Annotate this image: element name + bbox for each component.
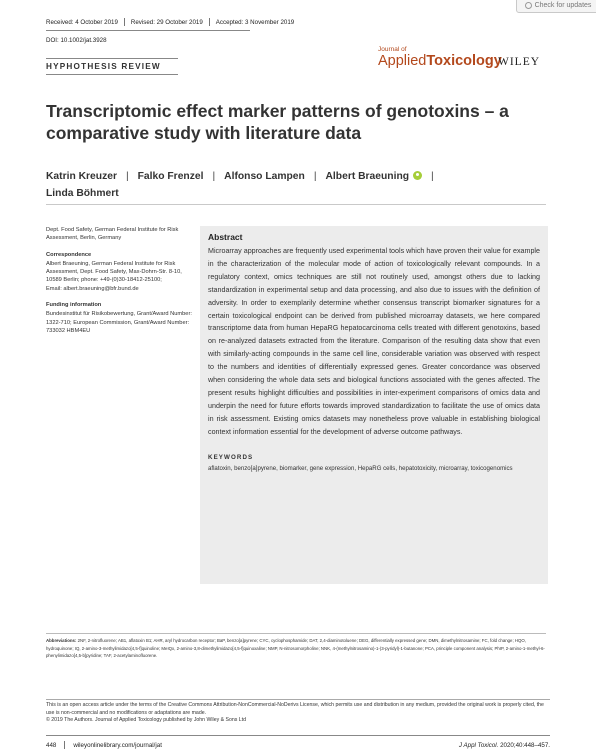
- correspondence-heading: Correspondence: [46, 251, 92, 258]
- license-text: This is an open access article under the terms of the Creative Commons Attribution-NonCommercial-NoDerivs License, which permits use and distribution in any medium, provided the original work is properly cited, the use is non-commercial and no modifications or adaptations are made.: [46, 702, 544, 716]
- footer-separator: [64, 741, 65, 749]
- article-title: Transcriptomic effect marker patterns of genotoxins – a comparative study with literature data: [46, 101, 509, 143]
- page-number: 448: [46, 741, 57, 749]
- abstract-heading: Abstract: [208, 232, 243, 242]
- author-separator: |: [125, 171, 129, 182]
- keywords-heading: KEYWORDS: [208, 453, 254, 461]
- author-name[interactable]: Falko Frenzel: [137, 171, 204, 182]
- received-date: Received: 4 October 2019: [46, 18, 118, 26]
- date-separator: [124, 18, 125, 26]
- author-name[interactable]: Linda Böhmert: [46, 188, 119, 199]
- page-footer: [46, 741, 550, 749]
- abbreviations-label: Abbreviations:: [46, 638, 77, 643]
- header-rule: [46, 30, 250, 31]
- journal-logo-name: [378, 53, 502, 69]
- section-label: HYPHOTHESIS REVIEW: [46, 62, 161, 71]
- journal-citation: [459, 742, 550, 749]
- author-name[interactable]: Katrin Kreuzer: [46, 171, 117, 182]
- section-rule-bottom: [46, 74, 178, 75]
- journal-abbrev: J Appl Toxicol.: [458, 741, 499, 749]
- abstract-box: [200, 226, 548, 584]
- funding-text: Bundesinstitut für Risikobewertung, Grant/Award Number: 1322-710; European Commission, Grant/Award Number: 733032 HBM4EU: [46, 311, 192, 334]
- author-rule: [46, 204, 546, 205]
- copyright-text: © 2019 The Authors. Journal of Applied Toxicology published by John Wiley & Sons Ltd: [46, 717, 247, 723]
- journal-url[interactable]: wileyonlinelibrary.com/journal/jat: [73, 741, 162, 749]
- author-separator: |: [212, 171, 216, 182]
- correspondence-text: Albert Braeuning, German Federal Institute for Risk Assessment, Dept. Food Safety, Max-Dohrn-Str. 8-10, 10589 Berlin; phone: +49-(0)30-18412-25100;: [46, 260, 182, 284]
- date-separator: [209, 18, 210, 26]
- abstract-text: Microarray approaches are frequently used experimental tools which have proven their value for example in the characterization of the molecular mode of action of toxicologically relevant compounds. In a regulatory context, omics techniques are still not routinely used, amongst others due to lacking standardization in experimental setup and data processing, and also due to issues with the definition of adversity. In order to exemplarily determine whether consensus transcript biomarker signatures for a certain toxicological endpoint can be derived from published microarray datasets, we here compared transcriptome data from human HepaRG hepatocarcinoma cells treated with different genotoxins, based on re-analyzed datasets extracted from the literature. Comparison of the resulting data show that even with similarly-acting compounds in the same cell line, considerable variation was observed with respect to the numbers and identities of differentially expressed genes. Greater concordance was observed when considering the whole data sets and biological functions associated with the genes affected. The present results highlight difficulties and possibilities in inter-experiment comparisons of omics data and underpin the need for future efforts towards improved standardization to facilitate the use of omics data in risk assessment. Existing omics datasets may nonetheless prove valuable in establishing biological context information essential for the development of adverse outcome pathways.: [208, 247, 540, 436]
- journal-logo-applied: Applied: [378, 53, 427, 69]
- orcid-icon[interactable]: [413, 171, 422, 180]
- citation-volume: 2020;40:448–457.: [500, 741, 550, 749]
- revised-date: Revised: 29 October 2019: [130, 18, 203, 26]
- abbreviations-text: 2NF, 2-nitrofluorene; AB1, aflatoxin B1; AHR, aryl hydrocarbon receptor; BaP, benzo[a]pyrene; CYC, cyclophosphamide; DAT, 2,4-diaminotoluene; DEG, differentially expressed gene; DMN, dimethylnitrosamine; FC, fold change; HQO, hydroquinone; IQ, 2-amino-3-methylimidazo[4,5-f]quinoline; MeIQx, 2-amino-3,8-dimethylimidazo[4,5-f]quinoxaline; NMP, N-nitrosomorpholine; NNK, 4-(methylnitrosamino)-1-(3-pyridyl)-1-butanone; PCA, principle component analysis; PhIP, 2-amino-1-methyl-6-phenylimidazo[4,5-b]pyridine; TAF, 2-acetylaminofluorene.: [46, 638, 545, 659]
- author-list: [46, 168, 546, 202]
- funding-heading: Funding information: [46, 302, 102, 309]
- publisher-logo: WILEY: [498, 56, 541, 68]
- doi: DOI: 10.1002/jat.3928: [46, 37, 107, 44]
- author-name[interactable]: Albert Braeuning: [325, 171, 410, 182]
- journal-logo: [378, 46, 502, 76]
- footer-rule: [46, 735, 550, 736]
- article-info-sidebar: [46, 226, 196, 343]
- correspondence-email[interactable]: Email: albert.braeuning@bfr.bund.de: [46, 285, 139, 292]
- author-name[interactable]: Alfonso Lampen: [224, 171, 305, 182]
- article-dates: [46, 18, 294, 26]
- abbreviations: [46, 637, 548, 660]
- keywords-list: aflatoxin, benzo[a]pyrene, biomarker, gene expression, HepaRG cells, hepatotoxicity, microarray, toxicogenomics: [208, 464, 513, 472]
- author-separator: |: [313, 171, 317, 182]
- license-rule: [46, 699, 550, 700]
- correspondence-block: [46, 251, 196, 293]
- check-for-updates-label: Check for updates: [534, 1, 592, 9]
- accepted-date: Accepted: 3 November 2019: [215, 18, 295, 26]
- journal-logo-small: Journal of: [378, 46, 407, 53]
- update-icon: [525, 2, 532, 9]
- license-notice: [46, 702, 550, 725]
- abbreviations-rule: [46, 633, 546, 634]
- check-for-updates-button[interactable]: [516, 0, 596, 13]
- author-separator: |: [431, 171, 434, 182]
- funding-block: [46, 301, 196, 335]
- affiliation: Dept. Food Safety, German Federal Institute for Risk Assessment, Berlin, Germany: [46, 227, 179, 242]
- section-rule-top: [46, 58, 178, 59]
- journal-logo-toxicology: Toxicology: [426, 53, 502, 69]
